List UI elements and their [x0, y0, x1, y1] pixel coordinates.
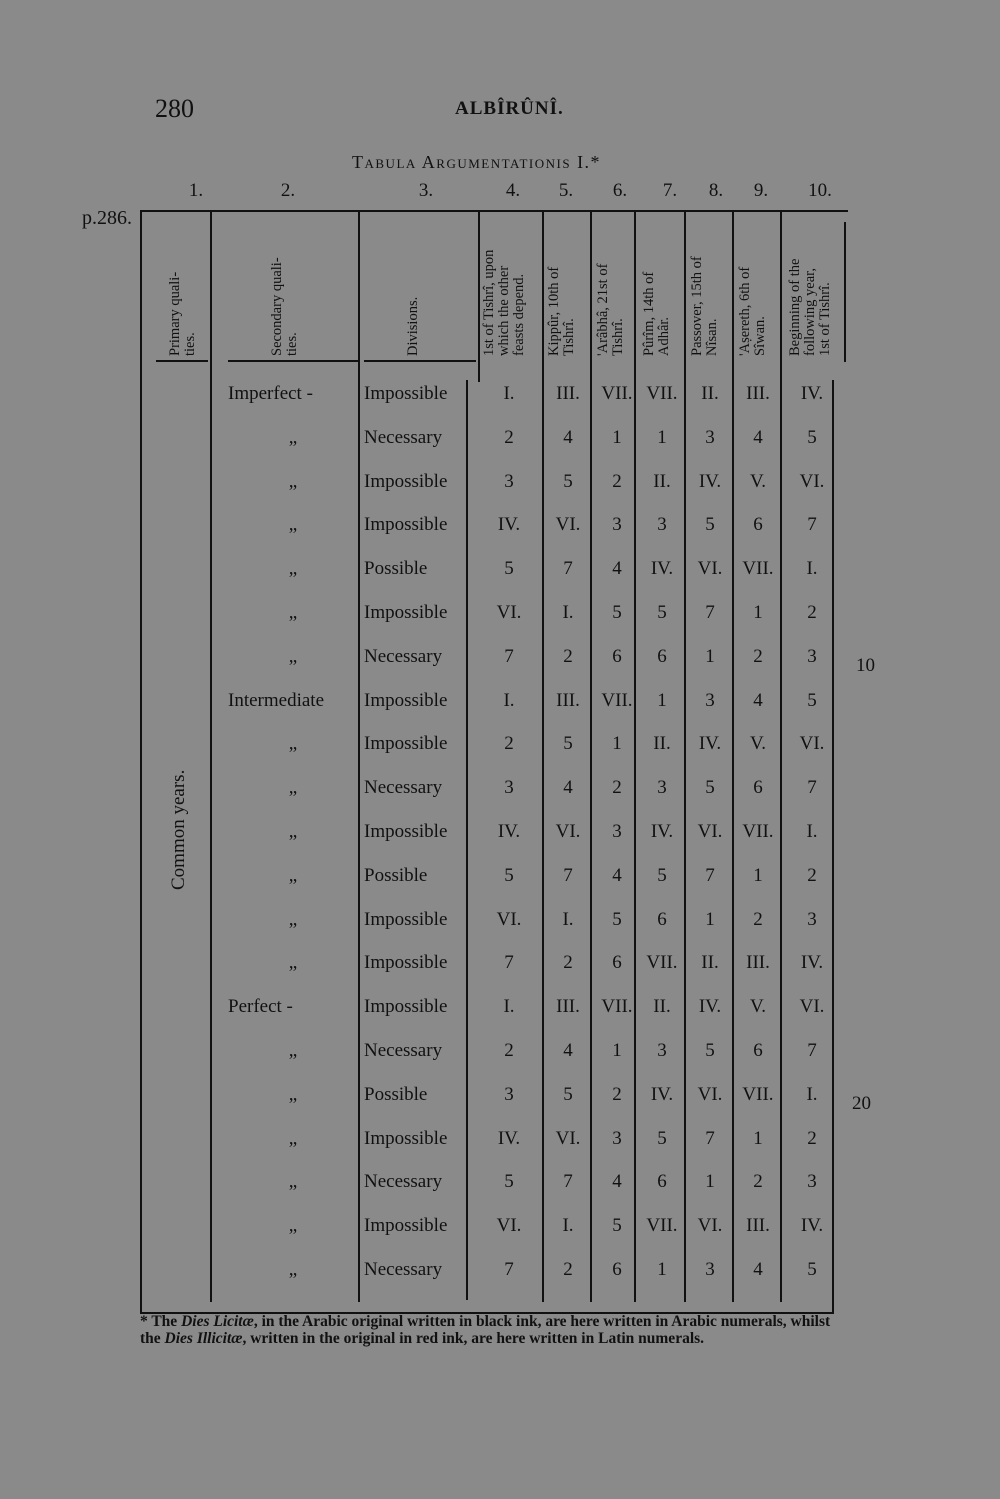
day-value-cell: 5	[807, 689, 817, 711]
day-value-cell: II.	[653, 733, 671, 755]
day-value-cell: I.	[503, 996, 515, 1018]
day-value-cell: 7	[807, 777, 817, 799]
day-value-cell: 5	[504, 1171, 514, 1193]
day-value-cell: VI.	[697, 1083, 723, 1105]
day-value-cell: 2	[504, 1040, 514, 1061]
secondary-quality-cell: „	[288, 952, 298, 974]
table-row	[0, 941, 1000, 985]
secondary-quality-cell: „	[288, 602, 298, 623]
day-value-cell: 4	[563, 777, 573, 799]
footnote-mark: *	[140, 1313, 148, 1330]
table-row	[0, 766, 1000, 810]
day-value-cell: V.	[749, 470, 767, 492]
table-row	[0, 898, 1000, 942]
day-value-cell: 3	[504, 777, 514, 799]
table-row	[0, 1160, 1000, 1204]
day-value-cell: 7	[705, 602, 715, 623]
day-value-cell: III.	[746, 952, 770, 974]
day-value-cell: 6	[657, 908, 667, 930]
day-value-cell: VI.	[555, 514, 581, 536]
column-number: 7.	[662, 180, 678, 201]
day-value-cell: V.	[749, 733, 767, 755]
day-value-cell: IV.	[698, 733, 722, 755]
footnote-text: The	[147, 1313, 182, 1330]
day-value-cell: II.	[653, 996, 671, 1018]
division-cell: Impossible	[364, 514, 448, 536]
day-value-cell: 5	[705, 514, 715, 536]
table-row	[0, 679, 1000, 723]
day-value-cell: VII.	[742, 558, 774, 580]
day-value-cell: I.	[562, 908, 574, 930]
day-value-cell: 2	[807, 602, 817, 623]
day-value-cell: 3	[504, 470, 514, 492]
table-row	[0, 460, 1000, 504]
day-value-cell: 4	[612, 558, 622, 580]
day-value-cell: VI.	[555, 1127, 581, 1149]
day-value-cell: 1	[753, 864, 763, 886]
header-purim: Pûrîm, 14th of Adhâr.	[641, 271, 672, 356]
division-cell: Possible	[364, 864, 428, 886]
day-value-cell: 2	[612, 1083, 622, 1105]
day-value-cell: 2	[504, 426, 514, 448]
day-value-cell: 2	[563, 952, 573, 974]
day-value-cell: 1	[657, 689, 667, 711]
day-value-cell: VI.	[799, 470, 825, 492]
column-number: 4.	[505, 180, 521, 201]
day-value-cell: 6	[657, 645, 667, 667]
day-value-cell: 2	[753, 1171, 763, 1193]
header-kippur: Kippûr, 10th of Tishrî.	[546, 266, 577, 356]
day-value-cell: VII.	[646, 952, 678, 974]
division-cell: Necessary	[364, 1040, 443, 1061]
day-value-cell: 5	[807, 1259, 817, 1280]
day-value-cell: 1	[612, 1040, 622, 1061]
division-cell: Impossible	[364, 602, 448, 623]
day-value-cell: IV.	[650, 821, 674, 842]
running-head: ALBÎRÛNÎ.	[455, 98, 564, 119]
day-value-cell: VII.	[646, 1215, 678, 1237]
secondary-quality-cell: „	[288, 1127, 298, 1149]
day-value-cell: 5	[504, 864, 514, 886]
day-value-cell: I.	[562, 602, 574, 623]
table-row	[0, 1248, 1000, 1292]
day-value-cell: VI.	[697, 821, 723, 842]
table-top-rule	[140, 210, 848, 212]
division-cell: Impossible	[364, 821, 448, 842]
day-value-cell: 6	[753, 514, 763, 536]
day-value-cell: 3	[705, 689, 715, 711]
day-value-cell: 7	[504, 1259, 514, 1280]
header-secondary-qualities: Secondary quali- ties.	[269, 257, 300, 356]
day-value-cell: 6	[612, 645, 622, 667]
column-number: 2.	[280, 180, 296, 201]
day-value-cell: VII.	[742, 1083, 774, 1105]
day-value-cell: 7	[563, 558, 573, 580]
day-value-cell: 5	[563, 1083, 573, 1105]
secondary-quality-cell: Intermediate	[228, 689, 325, 711]
table-row	[0, 1073, 1000, 1117]
secondary-quality-cell: „	[288, 645, 298, 667]
day-value-cell: VII.	[601, 996, 633, 1018]
day-value-cell: 2	[807, 1127, 817, 1149]
day-value-cell: VI.	[496, 1215, 522, 1237]
day-value-cell: 5	[612, 908, 622, 930]
day-value-cell: II.	[653, 470, 671, 492]
day-value-cell: 7	[563, 864, 573, 886]
day-value-cell: 5	[563, 470, 573, 492]
column-number: 9.	[753, 180, 769, 201]
header-rule	[228, 360, 358, 362]
primary-quality-label: Common years.	[168, 769, 189, 891]
header-primary-qualities: Primary quali- ties.	[167, 271, 198, 356]
secondary-quality-cell: Perfect -	[228, 996, 293, 1018]
secondary-quality-cell: „	[288, 821, 298, 842]
division-cell: Necessary	[364, 777, 443, 799]
division-cell: Impossible	[364, 996, 448, 1018]
secondary-quality-cell: „	[288, 1083, 298, 1105]
secondary-quality-cell: „	[288, 1040, 298, 1061]
day-value-cell: 3	[807, 908, 817, 930]
day-value-cell: 5	[657, 1127, 667, 1149]
day-value-cell: VI.	[799, 996, 825, 1018]
table-row	[0, 810, 1000, 854]
day-value-cell: 3	[807, 1171, 817, 1193]
day-value-cell: 5	[705, 777, 715, 799]
day-value-cell: 5	[705, 1040, 715, 1061]
division-cell: Impossible	[364, 1127, 448, 1149]
footnote-text: , written in the original in red ink, are here written in Latin numerals.	[242, 1330, 705, 1347]
day-value-cell: 3	[504, 1083, 514, 1105]
header-next-year: Beginning of the following year, 1st of Tishrî.	[787, 258, 833, 356]
day-value-cell: III.	[556, 689, 580, 711]
day-value-cell: 6	[753, 777, 763, 799]
table-row	[0, 503, 1000, 547]
day-value-cell: 3	[705, 426, 715, 448]
header-arabha: 'Arâbhâ, 21st of Tishrî.	[595, 263, 626, 356]
division-cell: Impossible	[364, 470, 448, 492]
day-value-cell: 7	[705, 1127, 715, 1149]
day-value-cell: VII.	[601, 689, 633, 711]
division-cell: Impossible	[364, 383, 448, 404]
day-value-cell: 7	[705, 864, 715, 886]
day-value-cell: IV.	[800, 1215, 824, 1237]
day-value-cell: 5	[612, 1215, 622, 1237]
header-rule	[364, 360, 476, 362]
day-value-cell: V.	[749, 996, 767, 1018]
table-row	[0, 1117, 1000, 1161]
day-value-cell: 3	[612, 821, 622, 842]
page-number: 280	[155, 94, 194, 123]
table-row	[0, 635, 1000, 679]
day-value-cell: II.	[701, 952, 719, 974]
day-value-cell: III.	[556, 996, 580, 1018]
division-cell: Impossible	[364, 952, 448, 974]
division-cell: Necessary	[364, 1171, 443, 1193]
day-value-cell: III.	[746, 383, 770, 404]
secondary-quality-cell: „	[288, 733, 298, 755]
secondary-quality-cell: „	[288, 777, 298, 799]
line-number: 20	[852, 1093, 871, 1114]
day-value-cell: 4	[612, 1171, 622, 1193]
secondary-quality-cell: „	[288, 426, 298, 448]
day-value-cell: 2	[753, 645, 763, 667]
day-value-cell: 5	[657, 864, 667, 886]
day-value-cell: 2	[563, 1259, 573, 1280]
day-value-cell: 7	[504, 645, 514, 667]
day-value-cell: 1	[705, 908, 715, 930]
column-number: 5.	[558, 180, 574, 201]
header-passover: Passover, 15th of Nîsan.	[689, 256, 720, 356]
day-value-cell: 7	[807, 1040, 817, 1061]
day-value-cell: 1	[753, 602, 763, 623]
secondary-quality-cell: „	[288, 1215, 298, 1237]
column-number: 10.	[808, 180, 832, 201]
line-number: 10	[856, 655, 875, 676]
column-number: 3.	[418, 180, 434, 201]
footnote-term: Dies Licitæ	[181, 1313, 254, 1330]
day-value-cell: 5	[657, 602, 667, 623]
day-value-cell: 5	[612, 602, 622, 623]
table-row	[0, 985, 1000, 1029]
day-value-cell: 2	[612, 777, 622, 799]
day-value-cell: 1	[705, 1171, 715, 1193]
day-value-cell: 5	[807, 426, 817, 448]
day-value-cell: 1	[612, 426, 622, 448]
day-value-cell: I.	[503, 689, 515, 711]
day-value-cell: VI.	[799, 733, 825, 755]
day-value-cell: 4	[753, 689, 763, 711]
day-value-cell: 3	[612, 1127, 622, 1149]
division-cell: Impossible	[364, 733, 448, 755]
header-asereth: 'Aṣereth, 6th of Sîwan.	[737, 266, 768, 356]
day-value-cell: IV.	[800, 383, 824, 404]
day-value-cell: 7	[504, 952, 514, 974]
secondary-quality-cell: „	[288, 558, 298, 580]
secondary-quality-cell: „	[288, 470, 298, 492]
day-value-cell: 4	[753, 1259, 763, 1280]
day-value-cell: IV.	[800, 952, 824, 974]
table-row	[0, 591, 1000, 635]
day-value-cell: IV.	[698, 470, 722, 492]
day-value-cell: 3	[657, 1040, 667, 1061]
day-value-cell: VI.	[697, 1215, 723, 1237]
day-value-cell: I.	[806, 821, 818, 842]
day-value-cell: I.	[503, 383, 515, 404]
division-cell: Possible	[364, 558, 428, 580]
day-value-cell: 5	[563, 733, 573, 755]
day-value-cell: 2	[563, 645, 573, 667]
day-value-cell: 3	[807, 645, 817, 667]
day-value-cell: VII.	[601, 383, 633, 404]
day-value-cell: 2	[612, 470, 622, 492]
day-value-cell: IV.	[497, 821, 521, 842]
division-cell: Impossible	[364, 1215, 448, 1237]
column-number: 8.	[708, 180, 724, 201]
table-row	[0, 1204, 1000, 1248]
day-value-cell: 3	[705, 1259, 715, 1280]
table-row	[0, 722, 1000, 766]
column-number: 6.	[612, 180, 628, 201]
day-value-cell: IV.	[650, 1083, 674, 1105]
division-cell: Impossible	[364, 908, 448, 930]
column-rule	[844, 222, 846, 362]
day-value-cell: 2	[807, 864, 817, 886]
division-cell: Possible	[364, 1083, 428, 1105]
division-cell: Necessary	[364, 1259, 443, 1280]
day-value-cell: 4	[753, 426, 763, 448]
table-row	[0, 372, 1000, 416]
day-value-cell: IV.	[650, 558, 674, 580]
day-value-cell: 3	[657, 777, 667, 799]
secondary-quality-cell: „	[288, 514, 298, 536]
day-value-cell: I.	[806, 1083, 818, 1105]
table-row	[0, 1029, 1000, 1073]
footnote-term: Dies Illicitæ	[164, 1330, 243, 1347]
secondary-quality-cell: „	[288, 1171, 298, 1193]
day-value-cell: IV.	[497, 1127, 521, 1149]
secondary-quality-cell: „	[288, 1259, 298, 1280]
day-value-cell: 6	[612, 952, 622, 974]
day-value-cell: III.	[556, 383, 580, 404]
day-value-cell: III.	[746, 1215, 770, 1237]
secondary-quality-cell: „	[288, 864, 298, 886]
day-value-cell: 7	[563, 1171, 573, 1193]
day-value-cell: 1	[657, 1259, 667, 1280]
day-value-cell: VII.	[742, 821, 774, 842]
day-value-cell: 1	[705, 645, 715, 667]
day-value-cell: 5	[504, 558, 514, 580]
day-value-cell: VI.	[555, 821, 581, 842]
day-value-cell: 6	[657, 1171, 667, 1193]
day-value-cell: 3	[657, 514, 667, 536]
day-value-cell: IV.	[698, 996, 722, 1018]
day-value-cell: VI.	[697, 558, 723, 580]
day-value-cell: VII.	[646, 383, 678, 404]
header-tishri: 1st of Tishrî, upon which the other feasts depend.	[481, 249, 527, 356]
day-value-cell: VI.	[496, 602, 522, 623]
day-value-cell: VI.	[496, 908, 522, 930]
day-value-cell: 4	[563, 1040, 573, 1061]
footnote-text: , in the Arabic original written in black ink, are here written in Arabic numerals, whilst the	[140, 1313, 831, 1347]
day-value-cell: 1	[657, 426, 667, 448]
secondary-quality-cell: Imperfect -	[228, 383, 313, 404]
day-value-cell: 6	[612, 1259, 622, 1280]
day-value-cell: 2	[504, 733, 514, 755]
table-row	[0, 547, 1000, 591]
table-row	[0, 416, 1000, 460]
day-value-cell: 1	[753, 1127, 763, 1149]
day-value-cell: IV.	[497, 514, 521, 536]
day-value-cell: 1	[612, 733, 622, 755]
day-value-cell: I.	[806, 558, 818, 580]
column-rule	[478, 212, 480, 382]
header-rule	[156, 360, 208, 362]
day-value-cell: 4	[563, 426, 573, 448]
day-value-cell: I.	[562, 1215, 574, 1237]
day-value-cell: 3	[612, 514, 622, 536]
day-value-cell: 4	[612, 864, 622, 886]
footnote	[140, 1313, 834, 1347]
day-value-cell: 2	[753, 908, 763, 930]
division-cell: Necessary	[364, 426, 443, 448]
day-value-cell: II.	[701, 383, 719, 404]
secondary-quality-cell: „	[288, 908, 298, 930]
day-value-cell: 7	[807, 514, 817, 536]
table-row	[0, 854, 1000, 898]
table-title: Tabula Argumentationis I.*	[352, 152, 602, 172]
division-cell: Necessary	[364, 645, 443, 667]
day-value-cell: 6	[753, 1040, 763, 1061]
division-cell: Impossible	[364, 689, 448, 711]
header-divisions: Divisions.	[405, 296, 421, 356]
column-number: 1.	[188, 180, 204, 201]
margin-reference: p.286.	[82, 207, 132, 229]
